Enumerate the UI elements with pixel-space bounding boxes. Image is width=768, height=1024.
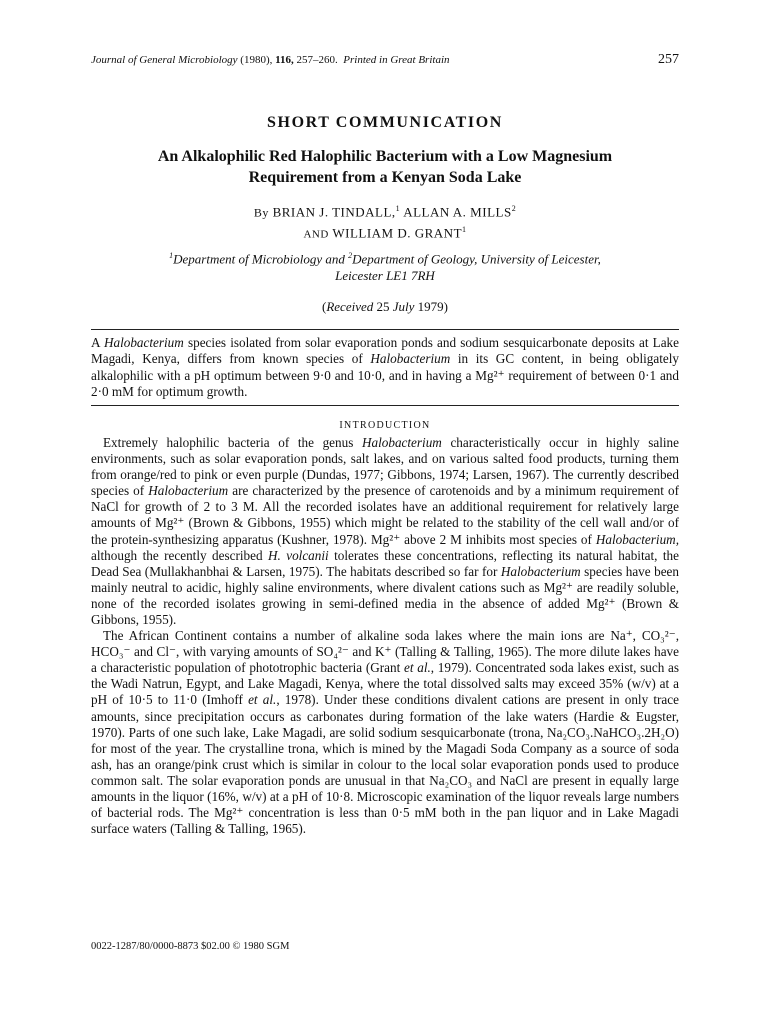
affil-and: and	[325, 250, 345, 266]
italic-run: Halobacterium	[361, 434, 442, 450]
received-month: July	[392, 298, 415, 314]
journal-citation	[91, 54, 450, 66]
journal-volume: 116,	[275, 54, 294, 66]
section-label: SHORT COMMUNICATION	[267, 114, 503, 131]
received-label: Received	[326, 298, 374, 314]
author-grant: WILLIAM D. GRANT	[332, 225, 463, 241]
article-title	[91, 146, 679, 188]
and-label: AND	[303, 228, 329, 241]
abstract-text: in its GC content, in being obligately alkalophilic with a pH optimum between 9·0 and 10·0, and in having a Mg²⁺ requirement of between 0·1 and 2·0 mM for optimum growth.	[91, 351, 679, 400]
by-label: By	[253, 205, 269, 220]
italic-run: et al.	[248, 692, 277, 708]
journal-year: (1980),	[240, 54, 273, 66]
italic-run: H. volcanii	[267, 547, 329, 563]
text-run: although the recently described	[91, 547, 268, 563]
italic-run: Halobacterium	[148, 483, 229, 499]
received-open: (	[322, 298, 327, 314]
author-list	[91, 200, 679, 244]
journal-page	[91, 52, 679, 837]
printed-note: Printed in Great Britain	[343, 54, 450, 66]
received-date	[91, 299, 679, 315]
paragraph	[91, 628, 679, 837]
title-line-1: An Alkalophilic Red Halophilic Bacterium with a Low Magnesium	[157, 148, 613, 165]
paragraph	[91, 435, 679, 628]
author3-affil-mark: 1	[462, 225, 467, 235]
italic-run: Halobacterium	[500, 563, 581, 579]
body-text	[91, 435, 679, 837]
italic-run: et al.	[404, 660, 431, 676]
affil-address: Leicester LE1 7RH	[335, 267, 435, 283]
abstract-genus: Halobacterium	[103, 334, 184, 350]
text-run: characteristically occur in highly saline environments, such as solar evaporation ponds, salt lakes, and on various salted food products, turning them from orange/red to pink or even purple (Dundas, 1977; Gibbons, 1974; Larsen, 1967). The currently described species of	[91, 434, 679, 499]
italic-run: Halobacterium,	[595, 531, 679, 547]
section-heading-introduction: INTRODUCTION	[339, 419, 431, 431]
text-run: species have been mainly neutral to acidic, highly saline environments, where divalent cations such as Mg²⁺ are readily soluble, none of the recorded isolates growing in semi-defined media in the absence of added Mg²⁺ (Brown & Gibbons, 1955).	[91, 563, 679, 628]
affil-dept-microbiology: Department of Microbiology	[173, 250, 323, 266]
page-number: 257	[658, 52, 679, 67]
text-run: are characterized by the presence of carotenoids and by a minimum requirement of NaCl for growth of 2 to 3 M. All the recorded isolates have an additional requirement for relatively large amounts of Mg²⁺ (Brown & Gibbons, 1955) which might be related to the stability of the cell wall and/or of the protein-synthesizing apparatus (Kushner, 1978). Mg²⁺ above 2 M inhibits most species of	[91, 483, 679, 547]
text-run: , 1979). Concentrated soda lakes exist, such as the Wadi Natrun, Egypt, and Lake Magadi, Kenya, where the total dissolved salts may exceed 35% (w/v) at a pH of 10·5 to 11·0 (Imhoff	[91, 660, 679, 708]
abstract-text: A	[91, 334, 104, 350]
author2-affil-mark: 2	[511, 204, 517, 213]
copyright-footer: 0022-1287/80/0000-8873 $02.00 © 1980 SGM	[91, 941, 290, 952]
journal-name: Journal of General Microbiology	[91, 54, 238, 66]
affil-mark-2: 2	[348, 250, 353, 260]
text-run: The African Continent contains a number of alkaline soda lakes where the main ions are Na⁺, CO₃²⁻, HCO₃⁻ and Cl⁻, with varying amounts of SO₄²⁻ and K⁺ (Talling & Talling, 1965). The more dilute lakes have a characteristic population of phototrophic bacteria (Grant	[91, 628, 679, 676]
text-run: tolerates these concentrations, reflecting its natural habitat, the Dead Sea (Mullakhanbhai & Larsen, 1975). The habitats described so far for	[91, 547, 679, 579]
author1-affil-mark: 1	[395, 204, 401, 213]
abstract-genus: Halobacterium	[370, 351, 451, 367]
title-line-2: Requirement from a Kenyan Soda Lake	[248, 169, 522, 186]
affiliations	[91, 247, 679, 284]
text-run: Extremely halophilic bacteria of the genus	[103, 434, 362, 450]
abstract	[91, 330, 679, 405]
received-year: 1979)	[417, 298, 448, 314]
affil-mark-1: 1	[169, 250, 174, 260]
author-mills: ALLAN A. MILLS	[403, 204, 512, 220]
author-tindall: BRIAN J. TINDALL,	[272, 204, 396, 220]
abstract-bottom-rule	[91, 405, 679, 406]
abstract-text: species isolated from solar evaporation ponds and sodium sesquicarbonate deposits at Lake Magadi, Kenya, differs from known species of	[91, 334, 679, 367]
journal-pages: 257–260.	[296, 54, 338, 66]
text-run: , 1978). Under these conditions divalent cations are present in only trace amounts, since precipitation occurs as carbonates during formation of the lake waters (Hardie & Eugster, 1970). Parts of one such lake, Lake Magadi, are solid sodium sesquicarbonate (trona, Na₂CO₃.NaHCO₃.2H₂O) for most of the year. The crystalline trona, which is mined by the Magadi Soda Company as a source of soda ash, has an orange/pink crust which is similar in colour to the local solar evaporation ponds used to produce common salt. The solar evaporation ponds are unusual in that Na₂CO₃ and NaCl are present in equally large amounts in the liquor (16%, w/v) at a pH of 10·8. Microscopic examination of the liquor reveals large numbers of bacterial rods. The Mg²⁺ concentration is less than 0·5 mM both in the pan liquor and in Lake Magadi surface waters (Talling & Talling, 1965).	[91, 692, 679, 837]
running-header	[91, 52, 679, 70]
affil-dept-geology: Department of Geology, University of Leicester,	[352, 250, 601, 266]
received-day: 25	[376, 298, 390, 314]
